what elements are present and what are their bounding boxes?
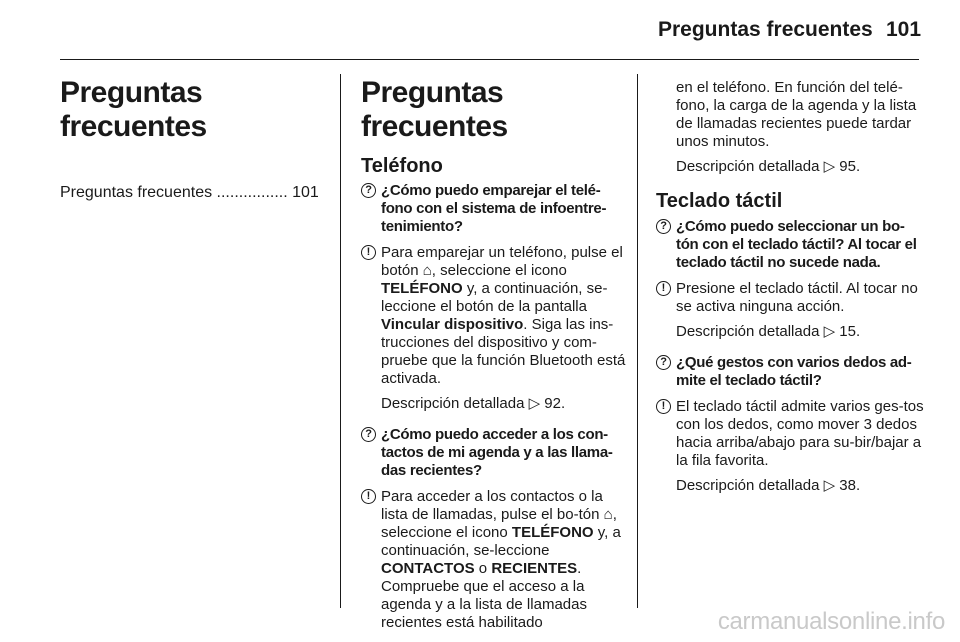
question-text: ¿Cómo puedo emparejar el telé-fono con el sistema de infoentre-tenimiento? — [381, 182, 607, 235]
question-3 — [656, 218, 924, 272]
question-icon: ? — [656, 355, 671, 370]
toc-entry[interactable]: Preguntas frecuentes ................ 101 — [60, 184, 319, 201]
answer-3 — [656, 280, 924, 316]
question-2 — [361, 426, 626, 480]
answer-text: , seleccione el icono — [381, 506, 617, 541]
answer-icon: ! — [361, 245, 376, 260]
answer-icon: ! — [656, 399, 671, 414]
question-text: ¿Cómo puedo acceder a los con-tactos de mi agenda y a las llama-das recientes? — [381, 426, 613, 479]
content-column-1 — [361, 76, 626, 639]
home-icon: ⌂ — [603, 506, 613, 523]
menu-term: CONTACTOS — [381, 560, 475, 577]
answer-text: y, a continuación, se-leccione — [381, 524, 621, 559]
answer-text: El teclado táctil admite varios ges-tos con los dedos, como mover 3 dedos hacia arriba/abajo para su-bir/bajar a la fila favorita. — [676, 398, 924, 469]
menu-term: Vincular dispositivo — [381, 316, 524, 333]
content-column-2 — [656, 79, 924, 508]
answer-text: o — [474, 560, 492, 577]
answer-text: . Compruebe que el acceso a la agenda y a la lista de llamadas recientes está habilitado — [381, 560, 587, 631]
reference-link[interactable]: Descripción detallada ▷ 38. — [676, 477, 861, 494]
answer-text: Para emparejar un teléfono, pulse el botón — [381, 244, 623, 279]
page-header-title: Preguntas frecuentes — [658, 18, 873, 41]
toc-title: Preguntas frecuentes — [60, 76, 207, 143]
menu-term: TELÉFONO — [381, 280, 463, 297]
question-4 — [656, 354, 924, 390]
question-icon: ? — [361, 427, 376, 442]
section-title: Preguntas frecuentes — [361, 76, 508, 143]
answer-text: , seleccione el icono — [431, 262, 567, 279]
menu-term: TELÉFONO — [511, 524, 594, 541]
answer-text: . Siga las ins-trucciones del dispositivo y com-pruebe que la función Bluetooth está activada. — [381, 316, 626, 387]
answer-icon: ! — [656, 281, 671, 296]
reference-link[interactable]: Descripción detallada ▷ 15. — [676, 323, 861, 340]
continued-text: en el teléfono. En función del telé-fono, la carga de la agenda y la lista de llamadas recientes puede tardar unos minutos. — [676, 79, 917, 150]
question-text: ¿Cómo puedo seleccionar un bo-tón con el teclado táctil? Al tocar el teclado táctil no sucede nada. — [676, 218, 917, 271]
watermark: carmanualsonline.info — [717, 608, 945, 635]
question-icon: ? — [656, 219, 671, 234]
reference-link[interactable]: Descripción detallada ▷ 92. — [381, 395, 566, 412]
answer-4 — [656, 398, 924, 470]
answer-text: y, a continuación, se-leccione el botón de la pantalla — [381, 280, 608, 315]
header-rule — [60, 59, 919, 60]
subsection-telefono: Teléfono — [361, 155, 443, 177]
reference-link[interactable]: Descripción detallada ▷ 95. — [676, 158, 861, 175]
answer-icon: ! — [361, 489, 376, 504]
column-divider-left — [340, 74, 341, 608]
home-icon: ⌂ — [422, 262, 432, 279]
question-1 — [361, 182, 626, 236]
answer-text: Para acceder a los contactos o la lista de llamadas, pulse el bo-tón — [381, 488, 604, 523]
subsection-teclado: Teclado táctil — [656, 190, 783, 212]
menu-term: RECIENTES — [491, 560, 578, 577]
column-divider-right — [637, 74, 638, 608]
toc-column — [60, 76, 328, 202]
question-icon: ? — [361, 183, 376, 198]
page-number: 101 — [886, 18, 922, 41]
answer-1 — [361, 244, 626, 388]
question-text: ¿Qué gestos con varios dedos ad-mite el teclado táctil? — [676, 354, 912, 389]
answer-text: Presione el teclado táctil. Al tocar no se activa ninguna acción. — [676, 280, 918, 315]
